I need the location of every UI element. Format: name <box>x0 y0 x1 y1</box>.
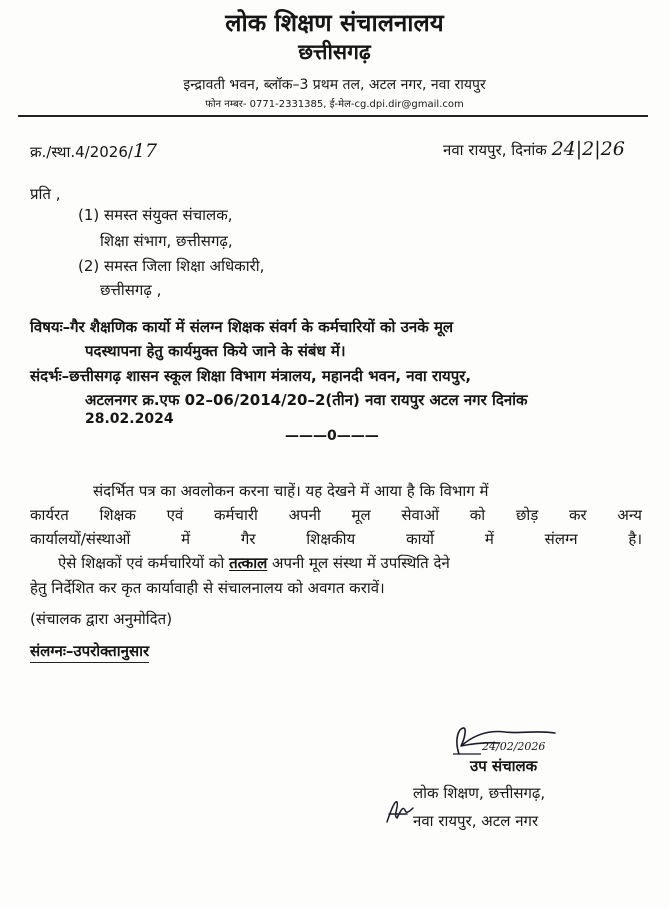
letter-date <box>443 138 625 160</box>
reference-line-2: अटलनगर क्र.एफ 02–06/2014/20–2(तीन) नवा रायपुर अटल नगर दिनांक <box>85 391 528 409</box>
reference-number-handwritten: 17 <box>132 140 158 162</box>
subject-line-1: विषयः–गैर शैक्षणिक कार्यो में संलग्न शिक्षक संवर्ग के कर्मचारियों को उनके मूल <box>30 318 454 336</box>
letter-date-handwritten: 24|2|26 <box>551 138 625 160</box>
body-paragraph-2-emphasis: तत्काल <box>229 554 268 572</box>
org-contact: फोन नम्बर- 0771-2331385, ई-मेल-cg.dpi.dir@gmail.com <box>205 99 464 110</box>
body-paragraph-2-line-2: हेतु निर्देशित कर कृत कार्यावाही से संचालनालय को अवगत करावें। <box>30 579 385 597</box>
subject-line-2: पदस्थापना हेतु कार्यमुक्त किये जाने के संबंध में। <box>85 342 346 360</box>
org-state: छत्तीसगढ़ <box>298 40 371 64</box>
section-separator: ———0——— <box>285 428 379 444</box>
body-paragraph-1-line-3: कार्यालयों/संस्थाओं में गैर शिक्षकीय कार्यो में संलग्न है। <box>30 530 642 548</box>
addressee-2-line-1: (2) समस्त जिला शिक्षा अधिकारी, <box>78 257 265 275</box>
signatory-office-line-1: लोक शिक्षण, छत्तीसगढ़, <box>413 784 546 802</box>
body-paragraph-1-line-2: कार्यरत शिक्षक एवं कर्मचारी अपनी मूल सेवाओं को छोड़ कर अन्य <box>30 506 642 524</box>
addressee-1-line-1: (1) समस्त संयुक्त संचालक, <box>78 206 233 224</box>
org-address: इन्द्रावती भवन, ब्लॉक–3 प्रथम तल, अटल नगर, नवा रायपुर <box>183 77 486 93</box>
addressee-2-line-2: छत्तीसगढ़ , <box>100 281 162 299</box>
enclosure-note: संलग्नः–उपरोक्तानुसार <box>30 641 149 663</box>
body-paragraph-2-text-before: ऐसे शिक्षकों एवं कर्मचारियों को <box>58 554 230 572</box>
addressee-heading: प्रति , <box>30 185 61 203</box>
reference-number-prefix: क्र./स्था.4/2026/ <box>30 143 133 161</box>
body-paragraph-2-text-after: अपनी मूल संस्था में उपस्थिति देने <box>267 554 450 572</box>
signatory-designation: उप संचालक <box>470 757 538 775</box>
reference-line-3: 28.02.2024 <box>85 411 174 427</box>
reference-number <box>30 140 157 162</box>
addressee-1-line-2: शिक्षा संभाग, छत्तीसगढ़, <box>100 232 233 250</box>
approval-note: (संचालक द्वारा अनुमोदित) <box>30 610 173 628</box>
initials-mark <box>383 796 417 826</box>
reference-line-1: संदर्भः–छत्तीसगढ़ शासन स्कूल शिक्षा विभाग मंत्रालय, महानदी भवन, नवा रायपुर, <box>30 367 472 385</box>
body-paragraph-1-line-1: संदर्भित पत्र का अवलोकन करना चाहें। यह देखने में आया है कि विभाग में <box>93 482 489 500</box>
letter-date-label: नवा रायपुर, दिनांक <box>443 141 547 159</box>
org-title: लोक शिक्षण संचालनालय <box>225 9 444 37</box>
header-divider <box>18 115 648 117</box>
signatory-office-line-2: नवा रायपुर, अटल नगर <box>413 812 539 830</box>
body-paragraph-2-line-1 <box>58 553 450 573</box>
signature-date-handwritten: 24/02/2026 <box>482 740 546 753</box>
